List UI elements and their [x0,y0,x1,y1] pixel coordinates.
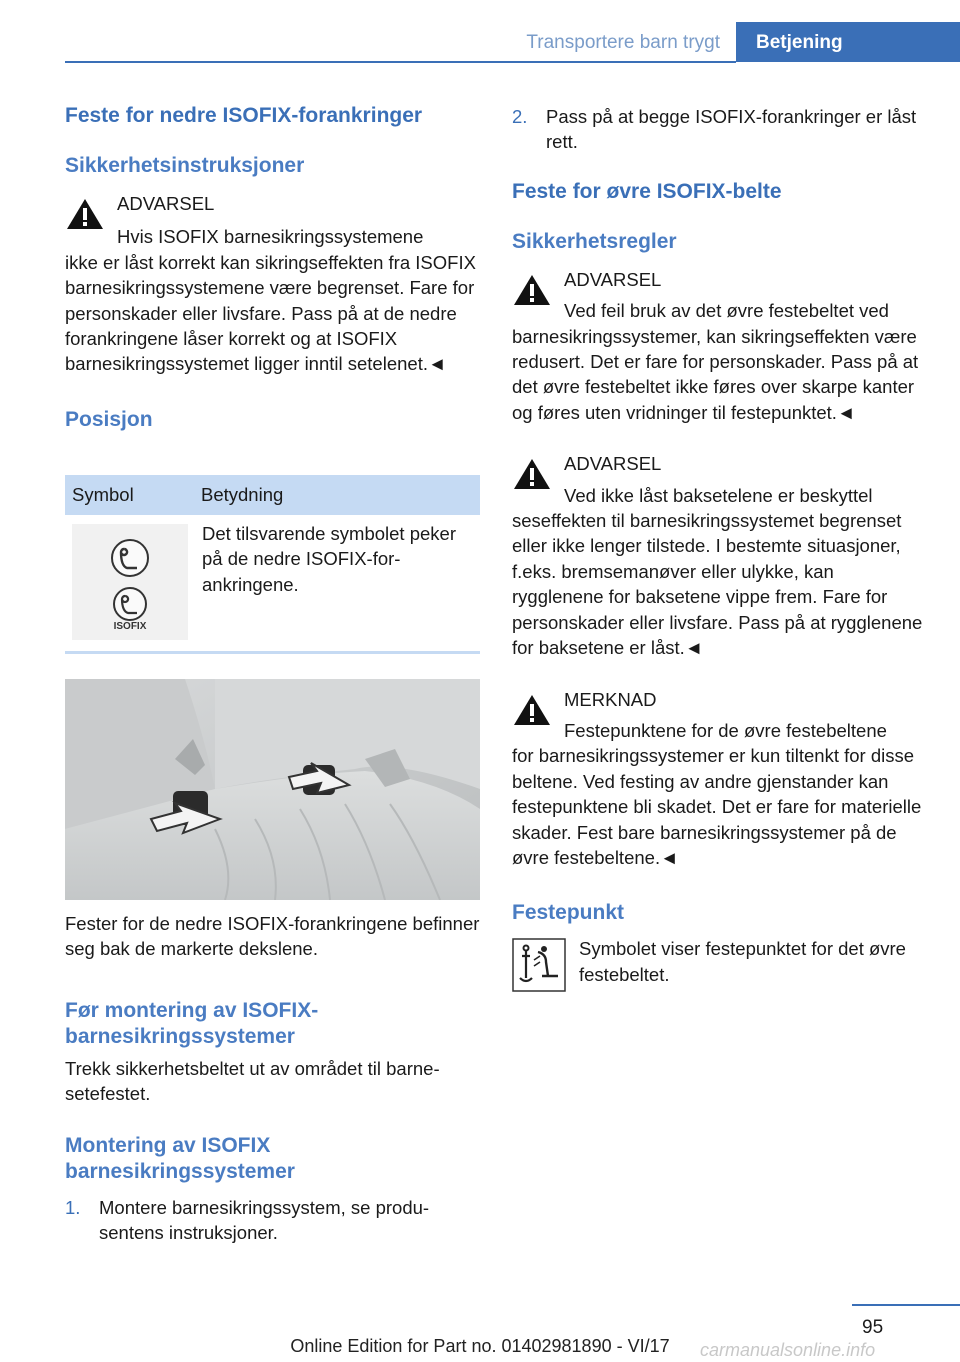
warning-triangle-icon [512,272,552,308]
rear-seat-isofix-photo [65,679,480,900]
mounting-heading: Montering av ISOFIX barnesikringssystemer [65,1133,295,1183]
step-number: 2. [512,106,528,127]
note-first-line: Festepunktene for de øvre festebeltene [564,719,887,741]
step-text: Montere barnesikringssystem, se produsentens instruksjoner. [99,1196,430,1244]
safety-rules-heading: Sikkerhetsregler [512,229,677,253]
warning-block [512,451,926,660]
warning-label: ADVARSEL [564,268,662,290]
warning-first-line: Ved feil bruk av det øvre festebeltet ved [564,300,889,322]
mounting-steps-continued [512,104,926,155]
before-mounting-heading: Før montering av ISOFIX-barnesikringssystemer [65,998,319,1048]
warning-triangle-icon [512,456,552,492]
isofix-symbol-icon [72,524,188,640]
note-label: MERKNAD [564,688,657,710]
warning-first-line: Hvis ISOFIX barnesikringssystemene [117,226,424,248]
page-number-rule [852,1304,960,1306]
note-text: for barnesikringssystemer er kun tiltenkt for disse beltene. Ved festing av andre gjenstander kan festepunktene bli skadet. Det er fare for materielle skader. Fest bare barnesikringssystemer på de øvre festebeltene.◄ [512,745,922,868]
page-number: 95 [862,1317,884,1338]
table-meaning-text: Det tilsvarende symbolet peker på de nedre ISOFIX-forankringene. [202,523,456,595]
header-section-title: Transportere barn trygt [526,32,720,53]
isofix-symbol-caption: ISOFIX [113,621,147,632]
left-column-lower [65,911,480,1245]
mounting-steps [65,1195,480,1246]
anchor-point-heading: Festepunkt [512,901,625,925]
warning-text: seseffekten til barnesikringssystemet begrenset eller ikke lenger tilstede. I bestemte situasjoner, f.eks. bremsemanøver eller ulykke, kan rygglenene for baksetene vippe frem. Fare for personskader eller livsfare. Pass på at rygglenene for baksetene er låst.◄ [512,510,923,659]
safety-instructions-heading: Sikkerhetsinstruksjoner [65,154,305,177]
table-bottom-rule [65,651,480,654]
anchor-point-text: Symbolet viser festepunktet for det øvre festebeltet. [579,938,906,985]
warning-text: barnesikringssystemer, kan sikringseffekten være redusert. Det er fare for personskader. Pass på at det øvre festebeltet ikke føres over skarpe kanter og føres uten vridninger til festepunktet.◄ [512,325,919,423]
table-row [65,515,480,650]
warning-triangle-icon [65,196,105,232]
right-column [512,104,926,996]
photo-caption: Fester for de nedre ISOFIX-forankringene befinner seg bak de markerte dekslene. [65,913,480,960]
watermark: carmanualsonline.info [700,1340,876,1360]
section-title-upper-tether: Feste for øvre ISOFIX-belte [512,179,782,203]
warning-label: ADVARSEL [564,453,662,475]
warning-first-line: Ved ikke låst baksetelene er beskyttel [564,484,873,506]
header-chapter-tab: Betjening [736,22,960,62]
warning-text: ikke er låst korrekt kan sikringseffekten fra ISOFIX barnesikringssystemene være begrenset. Fare for personskader eller livsfare. Pass på at de nedre forankringene låser korrekt og at ISOFIX barnesikringssystemet ligger inntil setelenet.◄ [65,251,476,375]
anchor-point-row [512,936,926,996]
warning-label: ADVARSEL [117,193,215,214]
left-column [65,103,480,433]
position-heading: Posisjon [65,407,153,431]
before-mounting-text: Trekk sikkerhetsbeltet ut av området til barnesetefestet. [65,1057,440,1105]
table-header-meaning: Betydning [201,484,284,505]
table-header [65,475,480,515]
note-block [512,687,926,871]
symbol-table [65,475,480,650]
table-header-symbol: Symbol [72,484,134,505]
step-text: Pass på at begge ISOFIX-forankringer er låst rett. [546,106,917,153]
header-rule [65,61,736,63]
tether-anchor-icon [512,938,566,992]
section-title-lower-isofix: Feste for nedre ISOFIX-forankringer [65,104,423,127]
step-number: 1. [65,1196,81,1218]
warning-triangle-icon [512,692,552,728]
list-item [512,104,926,155]
edition-footer: Online Edition for Part no. 01402981890 - VI/17 [290,1336,670,1356]
warning-block [512,267,926,425]
list-item [65,1195,480,1246]
warning-block [65,191,480,377]
